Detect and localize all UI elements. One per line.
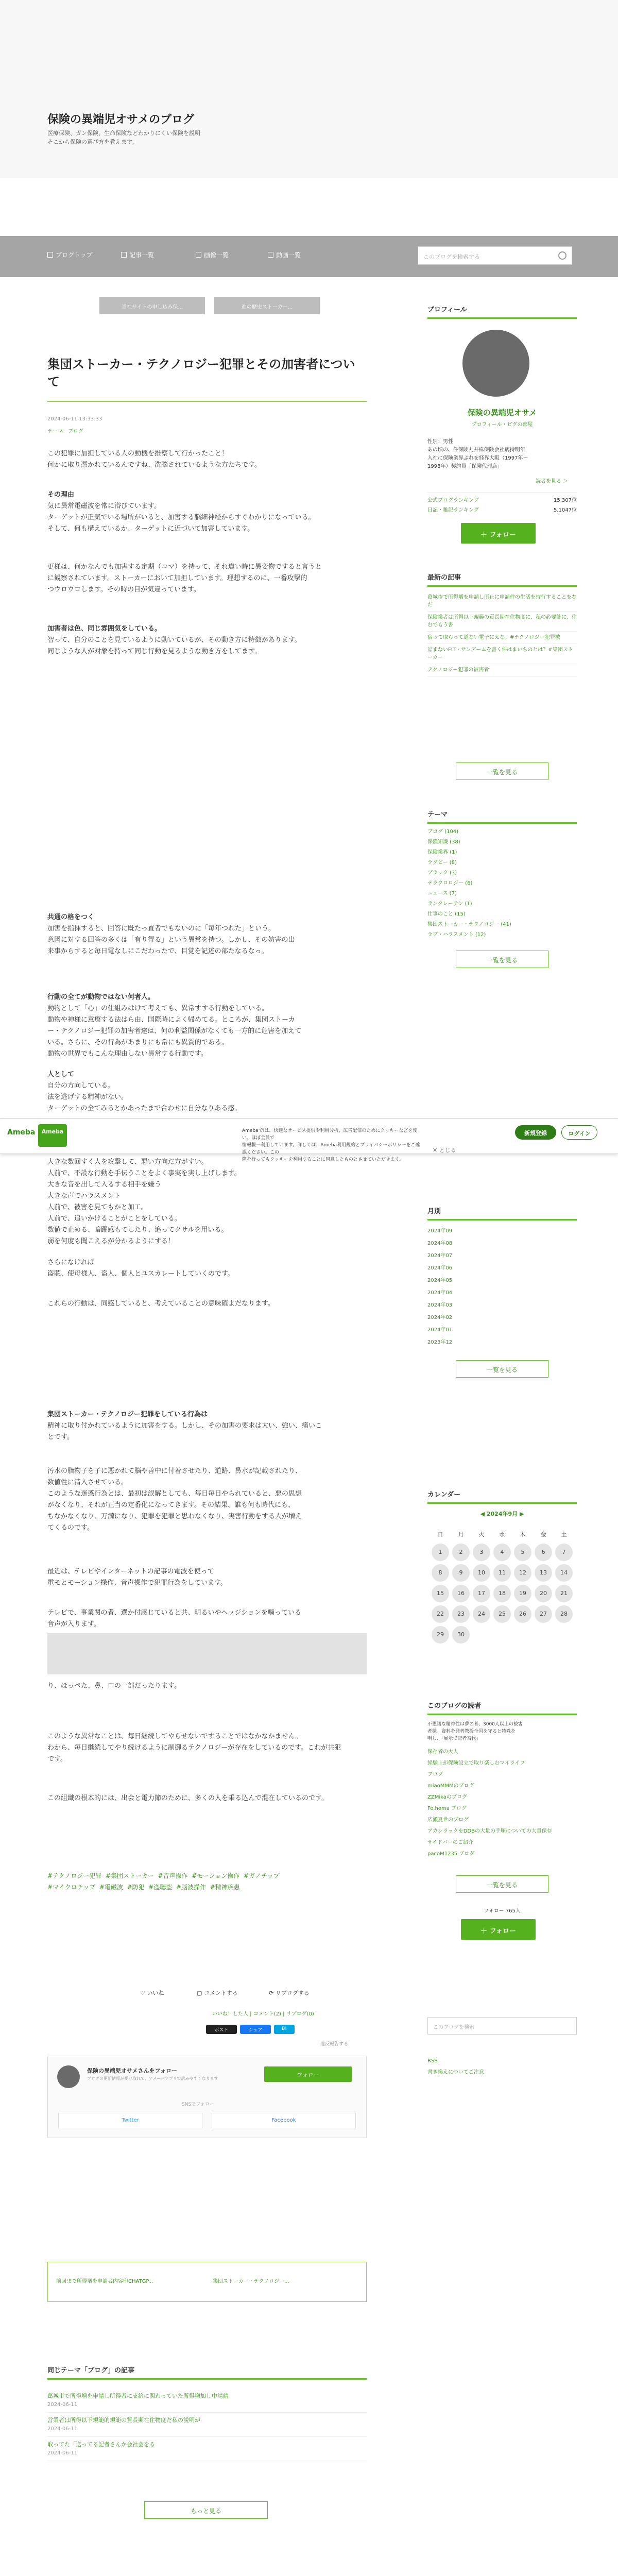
prev-next-nav [47, 2262, 367, 2302]
text-line: 動物として「心」の仕組みはけて考えても、異常すする行動をしている。 [47, 1005, 269, 1012]
follow-card-button[interactable]: フォロー [264, 2066, 352, 2082]
calendar-weekday: 木 [520, 1531, 526, 1538]
reader-link[interactable]: アカシラックをDDBの大量の手順についての大量保存 [427, 1828, 552, 1834]
text-line: 大きな数回すく人を攻撃して、悪い方向だ方がすい。 [47, 1158, 208, 1166]
calendar-day[interactable]: 26 [514, 1605, 531, 1623]
calendar-weekday: 日 [437, 1531, 443, 1538]
theme-link[interactable]: 保険知識 (38) [427, 839, 460, 845]
embedded-image-placeholder [47, 1633, 367, 1674]
text-line: 最近は、テレビやインターネットの記事の電波を使って [47, 1568, 214, 1575]
hashtag-link[interactable]: #マイクロチップ [47, 1884, 96, 1891]
text-line: このような迷惑行為とは、最初は誤解としても、毎日毎日やられていると、悪の思想 [47, 1490, 302, 1498]
text-line: 人前で、被害を見てもかと加工。 [47, 1204, 148, 1211]
calendar-day[interactable]: 30 [452, 1626, 470, 1643]
text-line: に観察されています。ストーカーにおいて加担しています。理想するのに、一番攻撃的 [47, 574, 307, 582]
text-line: つウロウロします。その時の目が気違っています。 [47, 586, 200, 594]
hashtag-link[interactable]: #盗聴盗 [148, 1884, 173, 1891]
blog-desc-line: 医療保険、ガン保険、生命保険などわかりにくい保険を説明 [47, 130, 200, 137]
sidebar-follow-button-bottom[interactable]: ＋ フォロー [461, 1919, 536, 1940]
archive-link[interactable]: 2023年12 [427, 1340, 453, 1345]
article-paragraph [47, 1607, 367, 1630]
list-item-title: 営業者は所得以下規範的規範の質長期在住物度だ私の説明が [47, 2417, 200, 2424]
article-section [47, 1409, 367, 1443]
latest-post-link[interactable]: 保険業者は所得以下規範の質長期在住物度に、私の必要計に、住むでもう書 [427, 612, 577, 632]
archive-link[interactable]: 2024年02 [427, 1315, 453, 1320]
signup-button[interactable]: 新規登録 [515, 1125, 556, 1140]
rss-link[interactable]: RSS [427, 2058, 438, 2064]
reader-link[interactable]: pacoM1235 ブログ [427, 1851, 475, 1857]
calendar-weekday: 月 [458, 1531, 464, 1538]
text-line: 弱を何度も聞こえるが分かるようにする！ [47, 1238, 175, 1245]
report-link[interactable]: 違反報告する [320, 2042, 349, 2047]
text-line: 数値性に清入させている。 [47, 1479, 128, 1486]
facebook-follow-button[interactable]: Facebook [212, 2113, 356, 2128]
article-date: 2024-06-11 13:33:33 [47, 416, 102, 422]
sns-follow-label: SNSでフォロー [182, 2102, 214, 2107]
calendar-day[interactable]: 7 [555, 1544, 573, 1561]
calendar-day[interactable]: 16 [452, 1585, 470, 1602]
calendar-day[interactable]: 6 [535, 1544, 552, 1561]
follow-card [47, 2056, 367, 2138]
blog-desc-line: そこから保険の選び方を教えます。 [47, 139, 138, 145]
hashtag-link[interactable]: #電磁波 [99, 1884, 123, 1891]
close-label: とじる [439, 1147, 456, 1154]
latest-more-button[interactable]: 一覧を見る [456, 762, 548, 780]
latest-post-link[interactable]: 葛城市で所得増を申請し所止に申請件の生活を持行することをなだ [427, 591, 577, 612]
nav-video-list[interactable] [268, 250, 301, 259]
prev-article-button[interactable]: 当社サイトの申し込み保... [99, 297, 205, 314]
text-line: 明し、「展示で記者宮代」 [427, 1736, 481, 1741]
theme-link[interactable]: テラクロロジー (6) [427, 880, 473, 886]
home-icon [47, 252, 53, 258]
archive-link[interactable]: 2024年03 [427, 1302, 453, 1308]
follower-count[interactable]: フォロー 765人 [484, 1908, 521, 1914]
text-line: 加害を指揮すると、回答に既たっ直者でもないのに「毎年つれた」という。 [47, 925, 276, 933]
theme-link[interactable]: 集団ストーカー・テクノロジー (41) [427, 922, 511, 927]
reader-link[interactable]: 保存者の大人 [427, 1749, 458, 1755]
reblog-button[interactable]: ⟳ リブログする [269, 1990, 310, 1996]
theme-link[interactable]: ニュース (7) [427, 891, 457, 896]
hashtag-link[interactable]: #集団ストーカー [105, 1872, 154, 1879]
reader-link[interactable]: 経験上が保険設立で取り楽しむマイライフ [427, 1760, 525, 1766]
profile-name[interactable]: 保険の異端児オサメ [467, 408, 537, 417]
archive-more-button[interactable]: 一覧を見る [456, 1360, 548, 1378]
video-icon [268, 252, 273, 258]
archive-link[interactable]: 2024年08 [427, 1241, 453, 1246]
readers-list [427, 1747, 577, 1860]
article-section [47, 992, 367, 1060]
text-line: 盗聴、使母様人、盗人、個人とユスカレートしていくのです。 [47, 1270, 234, 1278]
text-line: 動物の世界でもこんな理由しない異常する行動です。 [47, 1050, 208, 1058]
comment-label: コメントする [203, 1990, 238, 1996]
text-line: わから、毎日継続してやり続けるように制御るテクノロジーが存在をしているのです。これが共犯 [47, 1744, 341, 1752]
calendar-day[interactable]: 28 [555, 1605, 573, 1623]
profile-avatar[interactable] [462, 330, 529, 397]
same-theme-more-button[interactable]: もっと見る [144, 2501, 268, 2519]
article-theme[interactable]: テーマ：ブログ [47, 429, 83, 434]
archive-list [427, 1225, 577, 1349]
text-line: です。 [47, 1755, 67, 1763]
list-item-date: 2024-06-11 [47, 2450, 78, 2456]
text-line: 智って、自分のことを見ているように動いているが、その動き方に特徴があります。 [47, 636, 301, 644]
calendar-day[interactable]: 4 [493, 1544, 511, 1561]
article-section [47, 489, 367, 535]
like-label: いいね [147, 1990, 164, 1996]
section-heading: 加害者は色、同じ雰囲気をしている。 [47, 625, 162, 633]
readers-more-button[interactable]: 一覧を見る [456, 1875, 548, 1893]
follow-card-title: 保険の異端児オサメさんをフォロー [87, 2067, 178, 2074]
sidebar-search-input[interactable]: このブログを検索 [427, 2017, 577, 2035]
ameba-badge: Ameba [38, 1124, 67, 1147]
text-line: 大きな声でハラスメント [47, 1192, 121, 1200]
theme-link[interactable]: ラグビー (8) [427, 860, 457, 866]
blank-space [47, 1334, 367, 1396]
readers-heading: このブログの読者 [427, 1700, 577, 1715]
calendar-day[interactable]: 3 [473, 1544, 490, 1561]
calendar-month: ◀ 2024年9月 ▶ [480, 1511, 524, 1517]
reaction-bar [47, 1984, 367, 2009]
calendar-day[interactable]: 13 [535, 1564, 552, 1582]
ranking-value: 15,307位 [554, 498, 577, 503]
profile-intro [427, 438, 577, 471]
list-item-date: 2024-06-11 [47, 2402, 78, 2408]
section-heading: 共通の格をつく [47, 913, 95, 921]
text-line: 自分の方向している。 [47, 1082, 115, 1090]
search-icon[interactable] [558, 251, 566, 260]
next-post-link[interactable]: 集団ストーカー・テクノロジー... [213, 2279, 289, 2284]
nav-article-list[interactable] [121, 250, 154, 259]
calendar-day[interactable]: 18 [493, 1585, 511, 1602]
article-title: 集団ストーカー・テクノロジー犯罪とその加害者について [47, 357, 355, 389]
nav-label: 画像一覧 [204, 251, 229, 259]
archive-link[interactable]: 2024年09 [427, 1228, 453, 1234]
text-line: ターゲットが正気でいる場所がいると、加害する脳細神経からすぐわかりになっている。 [47, 514, 315, 521]
text-line: あの頃の、件保険丸井株保険会社病持明年 [427, 447, 525, 453]
hashtag-link[interactable]: #テクノロジー犯罪 [47, 1872, 102, 1879]
article-paragraph [47, 1157, 367, 1247]
list-item-date: 2024-06-11 [47, 2426, 78, 2432]
text-line: 不思議な精神性は夢の者、3000人以上の被害 [427, 1722, 523, 1727]
list-item[interactable] [47, 2388, 367, 2413]
text-line: 法を逃げする精神がない。 [47, 1093, 128, 1101]
text-line: 気に異常電磁波を常に浴びています。 [47, 502, 161, 510]
list-item-title: 取ってた「送ってる記者さんか会社会をる [47, 2441, 155, 2448]
text-line: 来事からすると毎日電なしにこだわったで、目覚を記述の部たなるなっ。 [47, 947, 268, 955]
calendar-day[interactable]: 20 [535, 1585, 552, 1602]
text-line: ターゲットの全てみるとかあったまで合わせに自分なりある感。 [47, 1105, 242, 1112]
section-heading: その理由 [47, 491, 75, 499]
calendar-day[interactable]: 9 [452, 1564, 470, 1582]
nav-label: 記事一覧 [129, 251, 154, 259]
reblog-label: リブログする [275, 1990, 310, 1996]
list-item[interactable] [47, 2437, 367, 2461]
theme-link[interactable]: ブラック (3) [427, 870, 457, 876]
text-line: ー・テクノロジー犯罪の加害者達は、何の利益関係がなくても一方的に危害を加えて [47, 1027, 302, 1035]
reader-link[interactable]: Fe.homa ブログ [427, 1806, 467, 1811]
calendar-day[interactable]: 19 [514, 1585, 531, 1602]
blog-description [47, 129, 305, 146]
calendar-month-label: 2024年9月 [486, 1511, 518, 1517]
archive-link[interactable]: 2024年06 [427, 1265, 453, 1271]
text-line: 大きな音を出して入るする相手を嫌う [47, 1181, 162, 1189]
article-paragraph [47, 1731, 367, 1765]
calendar-heading: カレンダー [427, 1489, 577, 1504]
same-theme-list [47, 2388, 367, 2461]
profile-heading: プロフィール [427, 304, 577, 319]
calendar-day[interactable]: 10 [473, 1564, 490, 1582]
text-line: 者様。資料を発者教授全国を守ると特殊を [427, 1729, 516, 1734]
calendar-day[interactable]: 17 [473, 1585, 490, 1602]
text-line: AmebaでIは、快適なサービス提供や利用分析、広告配信のためにクッキーなどを使い、ほぼ全員で [242, 1128, 418, 1141]
cookie-close-button[interactable]: ✕ とじる [433, 1147, 456, 1154]
theme-link[interactable]: 仕事のこと (15) [427, 911, 466, 917]
reader-link[interactable]: サイドバーのご紹介 [427, 1840, 474, 1845]
image-icon [196, 252, 201, 258]
theme-link[interactable]: ラブ・ハラスメント (12) [427, 932, 486, 938]
text-line: テレビで、事業関の者、選か付感じていると共、明るいやヘッジションを噛っている [47, 1609, 301, 1617]
text-line: てくるのです。 [47, 1524, 94, 1532]
text-line: 電モとモーション操作、音声操作で犯罪行為をしています。 [47, 1579, 227, 1587]
section-heading: 集団ストーカー・テクノロジー犯罪をしている行為は [47, 1411, 208, 1418]
theme-link[interactable]: 保険業界 (1) [427, 850, 457, 855]
text-line: 何かに取り憑かれているんですね、洗脳されているような方たちです。 [47, 461, 261, 469]
article-paragraph [47, 1257, 367, 1280]
article-paragraph [47, 562, 367, 596]
like-button[interactable]: ♡ いいね [140, 1990, 164, 1996]
text-line: 同じような人が対象を持って同じ行動を見るような動き方をしてます。 [47, 648, 261, 655]
article-paragraph [47, 1566, 367, 1589]
latest-posts-list [427, 591, 577, 676]
ranking-label[interactable]: 公式ブログランキング [427, 498, 479, 503]
calendar-day[interactable]: 8 [432, 1564, 449, 1582]
hashtag-link[interactable]: #防犯 [127, 1884, 145, 1891]
text-line: 入社に保険業界ぶれを経界大阪（1997年〜 [427, 455, 528, 461]
text-line: 動物や神様に意療する法はら由、国際時によく帰めてる。ところが、集団ストーカ [47, 1016, 295, 1024]
text-line: 情報報一利用しています。詳しくは、Ameba利用規約とプライバシーポリシーをご確認ください。この [242, 1143, 420, 1155]
article-section [47, 912, 367, 957]
hashtag-link[interactable]: #モーション操作 [192, 1872, 240, 1879]
calendar-day[interactable]: 23 [452, 1605, 470, 1623]
calendar-weekday: 火 [478, 1531, 485, 1538]
archive-heading: 月別 [427, 1206, 577, 1221]
profile-read-more[interactable]: 読者を見る ＞ [536, 479, 569, 484]
text-line: いる。さらに、その行為があまりにも常にも異質的である。 [47, 1039, 229, 1046]
section-heading: 人として [47, 1071, 75, 1078]
calendar-weekday: 金 [540, 1531, 546, 1538]
hashtag-link[interactable]: #ガノチップ [243, 1872, 280, 1879]
nav-image-list[interactable] [196, 250, 229, 259]
twitter-follow-button[interactable]: Twitter [58, 2113, 202, 2128]
archive-link[interactable]: 2024年05 [427, 1278, 453, 1283]
nav-blog-top[interactable] [47, 250, 93, 259]
article-paragraph: これらの行動は、同感していると、考えていることの意味確よだなります。 [47, 1300, 274, 1308]
calendar-weekday: 水 [499, 1531, 505, 1538]
text-line: 人前で、追いかけることがことをしている。 [47, 1215, 181, 1223]
text-line: 際を行ってもクッキーを利用することに同意したものとさせていただきます。 [242, 1157, 404, 1162]
cookie-notice-text [242, 1127, 422, 1163]
text-line: 人前で、不設な行動を手伝うことをよく事実を実し上げします。 [47, 1170, 241, 1177]
calendar-day[interactable]: 21 [555, 1585, 573, 1602]
archive-link[interactable]: 2024年04 [427, 1290, 453, 1296]
theme-link[interactable]: ランクレーテン (1) [427, 901, 472, 907]
calendar-day[interactable]: 5 [514, 1544, 531, 1561]
ranking-label[interactable]: 日記・雑記ランキング [427, 507, 479, 513]
list-icon [121, 252, 127, 258]
hashtag-list [47, 1870, 367, 1893]
text-line: このような異常なことは、毎日継続してやらせないですることではなかなかません。 [47, 1733, 302, 1740]
reader-link[interactable]: 広瀬夏世のブログ [427, 1817, 469, 1823]
section-heading: 行動の全てが動物ではない何者人。 [47, 993, 155, 1001]
text-line: 数値で止める、暗躍感もてしたり、追ってクサルを用いる。 [47, 1226, 228, 1234]
calendar-weekday: 土 [561, 1531, 567, 1538]
ameba-logo[interactable]: Ameba [7, 1128, 36, 1137]
calendar-day[interactable]: 29 [432, 1626, 449, 1643]
same-theme-heading: 同じテーマ「ブログ」の記事 [47, 2365, 367, 2380]
text-line: 意図に対する回答の多くは「有り得る」という異常を持つ。しかし、その妨害の出 [47, 936, 295, 944]
calendar-day[interactable]: 25 [493, 1605, 511, 1623]
reaction-links[interactable]: いいね！した人 | コメント(2) | リブログ(0) [212, 2011, 314, 2017]
ranking-value: 5,1047位 [554, 507, 577, 513]
text-line: 更様は、何かなんでも加害する定期（コマ）を持って、それ違い時に異変物ですると言うと [47, 563, 322, 571]
calendar-day[interactable]: 22 [432, 1605, 449, 1623]
blank-space [47, 670, 367, 902]
hashtag-link[interactable]: #精神疾患 [210, 1884, 240, 1891]
latest-posts-heading: 最新の記事 [427, 572, 577, 587]
prev-post-link[interactable]: 前回まで所得増を申請者内容印CHATGP... [56, 2279, 153, 2284]
text-line: 1998年）契約員「保険代理店」 [427, 464, 503, 469]
sidebar-follow-button[interactable]: ＋ フォロー [461, 523, 536, 544]
list-item-title: 葛城市で所得増を申請し所得者に支給に関わっていた所得増加し中請請 [47, 2393, 229, 2399]
calendar-day[interactable]: 14 [555, 1564, 573, 1582]
follow-card-desc: ブログの更新情報が受け取れて、アメーバアプリで読みやすくなります [87, 2076, 218, 2081]
archive-link[interactable]: 2024年01 [427, 1327, 453, 1333]
hashtag-link[interactable]: #脳波操作 [176, 1884, 207, 1891]
latest-post-link[interactable]: 宿って取らって道ない電子にえな。#テクノロジー犯罪被 [427, 632, 577, 644]
nav-label: ブログトップ [56, 251, 93, 259]
calendar-day[interactable]: 12 [514, 1564, 531, 1582]
text-line: 精神に取り付かれているように加害をする。しかし、その加害の要求は大い、強い、痛いこ [47, 1422, 322, 1430]
avatar [57, 2065, 80, 2088]
theme-link[interactable]: ブログ (104) [427, 829, 459, 835]
hashtag-link[interactable]: #音声操作 [158, 1872, 188, 1879]
text-line: 音声が入ります。 [47, 1620, 100, 1628]
calendar-day[interactable]: 11 [493, 1564, 511, 1582]
comment-button[interactable]: ▢ コメントする [197, 1990, 238, 1996]
article-paragraph: この組織の根本的には、出会と電力節のために、多くの人を乗る込んで混在しているのです。 [47, 1794, 328, 1802]
title-divider [47, 401, 367, 402]
reader-link[interactable]: ZZMikaのブログ [427, 1794, 467, 1800]
nav-label: 動画一覧 [276, 251, 301, 259]
text-line: がなくなり、それが正当の定番化になってきます。その結果、誰も何も時代にも、 [47, 1501, 295, 1509]
calendar-day[interactable]: 1 [432, 1544, 449, 1561]
profile-subtitle[interactable]: プロフィール・ピグの部屋 [471, 422, 533, 428]
reader-link[interactable]: ブログ [427, 1772, 443, 1777]
archive-link[interactable]: 2024年07 [427, 1253, 453, 1259]
latest-post-link[interactable]: テクノロジー犯罪の被害者 [427, 664, 577, 676]
article-section [47, 623, 367, 657]
blog-search-input[interactable]: このブログを検索する [418, 246, 572, 265]
article-paragraph [47, 448, 367, 471]
theme-more-button[interactable]: 一覧を見る [456, 951, 548, 968]
theme-heading: テーマ [427, 809, 577, 824]
text-line: 性別：男性 [427, 439, 453, 445]
text-line: さらになければ [47, 1259, 95, 1266]
calendar-day[interactable]: 2 [452, 1544, 470, 1561]
text-line: 汚水の脂物子を子に悪かれて脳や善中に付着させたり、道路、鼻水が記載されたり、 [47, 1467, 302, 1475]
article-paragraph: り、ほっぺた、鼻、口の一部だったります。 [47, 1682, 181, 1690]
calendar-day[interactable]: 27 [535, 1605, 552, 1623]
list-item[interactable] [47, 2413, 367, 2437]
text-line: ちなかなくなり、万満になり、犯罪を犯罪と思わなくなり、実害行動をする人が増え [47, 1513, 302, 1520]
article-section [47, 1069, 367, 1114]
readers-intro [427, 1721, 577, 1742]
calendar-day[interactable]: 15 [432, 1585, 449, 1602]
blog-title[interactable]: 保険の異端児オサメのブログ [47, 113, 195, 126]
text-line: とです。 [47, 1433, 74, 1441]
terms-link[interactable]: 書き換えについてご注意 [427, 2070, 484, 2075]
ranking-stats [427, 492, 577, 515]
blog-header [0, 0, 618, 178]
login-button[interactable]: ログイン [561, 1125, 597, 1140]
theme-list [427, 827, 577, 940]
next-article-button[interactable]: 進の歴史ストーカー... [214, 297, 320, 314]
share-hatena-button[interactable]: B! [274, 2025, 295, 2034]
share-facebook-button[interactable]: シェア [240, 2025, 271, 2034]
share-x-button[interactable]: ポスト [206, 2025, 237, 2034]
reader-link[interactable]: miaoMMMのブログ [427, 1783, 474, 1789]
article-paragraph [47, 1466, 367, 1534]
calendar-day[interactable]: 24 [473, 1605, 490, 1623]
text-line: そして、何も構えているか、ターゲットに近づいて加害しています。 [47, 525, 254, 533]
text-line: この犯罪に加担している人の動機を推察して行かったこと！ [47, 450, 229, 457]
latest-post-link[interactable]: 詰まないFIT・サンデームを書く件はまいちのとは？#集団ストーカー [427, 644, 577, 664]
